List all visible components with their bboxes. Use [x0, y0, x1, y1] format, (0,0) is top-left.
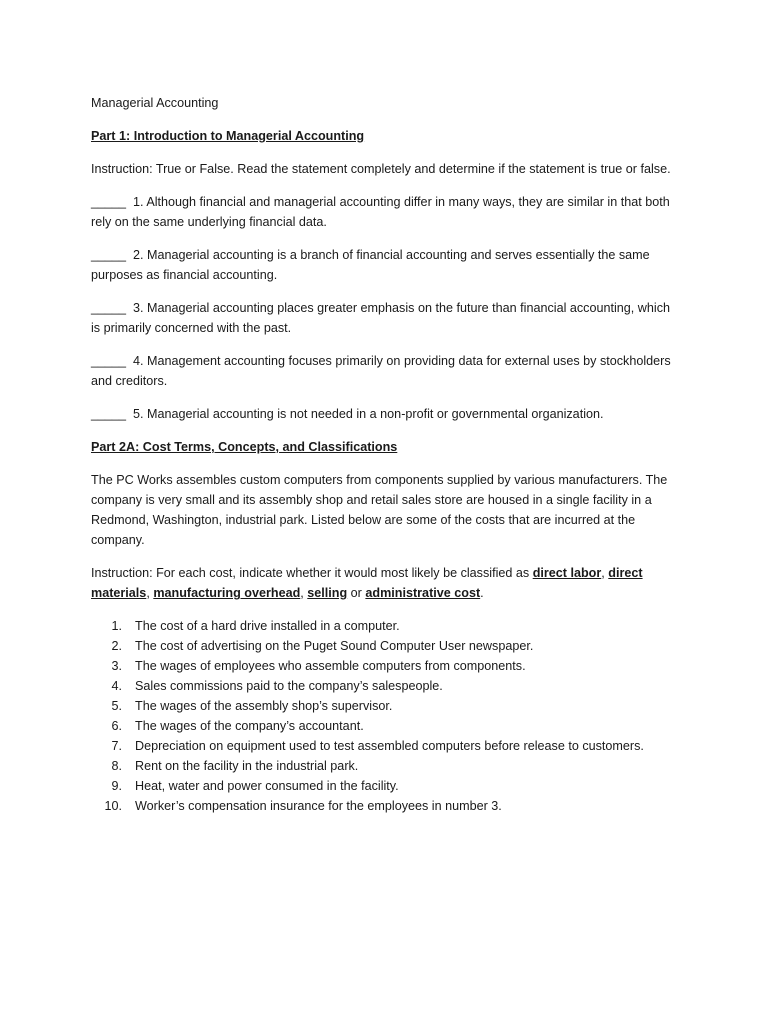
separator: or — [347, 586, 366, 600]
cost-item-text: Depreciation on equipment used to test assembled computers before release to customers. — [135, 739, 644, 753]
cost-list-item — [91, 776, 678, 796]
separator: , — [601, 566, 609, 580]
cost-item-text: The wages of the company’s accountant. — [135, 719, 364, 733]
cost-list-item — [91, 616, 678, 636]
answer-blank: _____ — [91, 354, 130, 368]
cost-item-number: 7. — [111, 739, 122, 753]
cost-item-number: 2. — [111, 639, 122, 653]
cost-item-text: The cost of a hard drive installed in a computer. — [135, 619, 400, 633]
document-title: Managerial Accounting — [91, 96, 219, 110]
cost-item-text: Heat, water and power consumed in the facility. — [135, 779, 399, 793]
true-false-statement: 5. Managerial accounting is not needed in a non-profit or governmental organization. — [133, 407, 604, 421]
true-false-statement: 2. Managerial accounting is a branch of financial accounting and serves essentially the same purposes as financial accounting. — [91, 248, 650, 282]
cost-list-item — [91, 636, 678, 656]
cost-item-text: The wages of the assembly shop’s supervisor. — [135, 699, 393, 713]
true-false-item — [91, 351, 678, 391]
separator: , — [300, 586, 308, 600]
cost-item-number: 1. — [111, 619, 122, 633]
cost-item-text: The wages of employees who assemble computers from components. — [135, 659, 526, 673]
cost-list-item — [91, 656, 678, 676]
cost-list-item — [91, 736, 678, 756]
instruction-prefix: Instruction: For each cost, indicate whether it would most likely be classified as — [91, 566, 533, 580]
true-false-item — [91, 404, 678, 424]
cost-item-number: 8. — [111, 759, 122, 773]
term-direct-materials: direct materials — [91, 566, 643, 600]
true-false-item — [91, 245, 678, 285]
part2a-heading: Part 2A: Cost Terms, Concepts, and Classifications — [91, 440, 398, 454]
instruction-suffix: . — [480, 586, 484, 600]
true-false-statement: 4. Management accounting focuses primarily on providing data for external uses by stockholders and creditors. — [91, 354, 671, 388]
true-false-item — [91, 298, 678, 338]
term-selling: selling — [307, 586, 348, 600]
cost-list-item — [91, 716, 678, 736]
part1-instruction: Instruction: True or False. Read the statement completely and determine if the statement is true or false. — [91, 162, 671, 176]
answer-blank: _____ — [91, 301, 130, 315]
cost-item-number: 6. — [111, 719, 122, 733]
answer-blank: _____ — [91, 248, 130, 262]
term-administrative-cost: administrative cost — [365, 586, 481, 600]
separator: , — [146, 586, 154, 600]
term-manufacturing-overhead: manufacturing overhead — [153, 586, 301, 600]
term-direct-labor: direct labor — [532, 566, 602, 580]
cost-item-number: 3. — [111, 659, 122, 673]
cost-list-item — [91, 696, 678, 716]
answer-blank: _____ — [91, 195, 130, 209]
true-false-item — [91, 192, 678, 232]
cost-list-item — [91, 796, 678, 816]
cost-list-item — [91, 756, 678, 776]
cost-list — [91, 616, 678, 816]
cost-item-number: 10. — [104, 799, 122, 813]
cost-item-text: Worker’s compensation insurance for the employees in number 3. — [135, 799, 502, 813]
cost-list-item — [91, 676, 678, 696]
cost-item-number: 4. — [111, 679, 122, 693]
true-false-statement: 3. Managerial accounting places greater emphasis on the future than financial accounting, which is primarily concerned with the past. — [91, 301, 670, 335]
part2a-instruction — [91, 563, 678, 603]
part2a-intro: The PC Works assembles custom computers from components supplied by various manufacturers. The company is very small and its assembly shop and retail sales store are housed in a single facility in a Redmond, Washington, industrial park. Listed below are some of the costs that are incurred at the company. — [91, 473, 668, 547]
cost-item-number: 5. — [111, 699, 122, 713]
part1-heading: Part 1: Introduction to Managerial Accounting — [91, 129, 365, 143]
true-false-statement: 1. Although financial and managerial accounting differ in many ways, they are similar in that both rely on the same underlying financial data. — [91, 195, 670, 229]
cost-item-number: 9. — [111, 779, 122, 793]
answer-blank: _____ — [91, 407, 130, 421]
cost-item-text: The cost of advertising on the Puget Sound Computer User newspaper. — [135, 639, 534, 653]
cost-item-text: Sales commissions paid to the company’s salespeople. — [135, 679, 443, 693]
cost-item-text: Rent on the facility in the industrial park. — [135, 759, 359, 773]
